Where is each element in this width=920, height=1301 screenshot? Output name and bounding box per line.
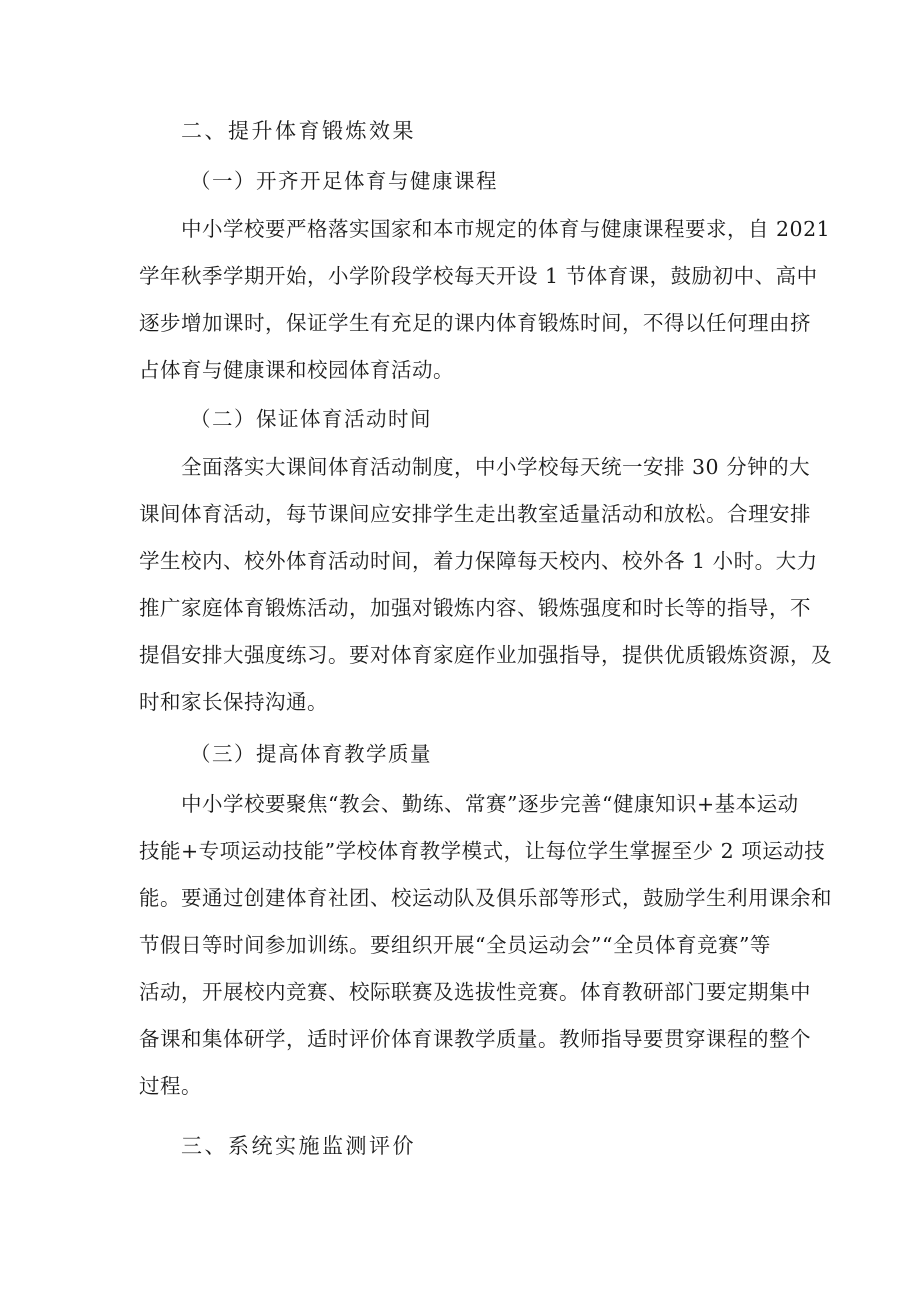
paragraph-line: 占体育与健康课和校园体育活动。 xyxy=(139,358,454,382)
paragraph-line: 提倡安排大强度练习。要对体育家庭作业加强指导，提供优质锻炼资源，及 xyxy=(139,643,832,667)
subsection-heading: （二）保证体育活动时间 xyxy=(190,407,432,431)
paragraph-line: 推广家庭体育锻炼活动，加强对锻炼内容、锻炼强度和时长等的指导，不 xyxy=(139,596,811,620)
paragraph-line: 全面落实大课间体育活动制度，中小学校每天统一安排 30 分钟的大 xyxy=(181,455,811,479)
paragraph-line: 学生校内、校外体育活动时间，着力保障每天校内、校外各 1 小时。大力 xyxy=(139,549,818,573)
paragraph-line: 节假日等时间参加训练。要组织开展“全员运动会”“全员体育竞赛”等 xyxy=(139,933,771,957)
paragraph-line: 活动，开展校内竞赛、校际联赛及选拔性竞赛。体育教研部门要定期集中 xyxy=(139,980,811,1004)
paragraph-line: 学年秋季学期开始，小学阶段学校每天开设 1 节体育课，鼓励初中、高中 xyxy=(139,264,818,288)
subsection-heading: （一）开齐开足体育与健康课程 xyxy=(190,169,498,193)
paragraph-line: 时和家长保持沟通。 xyxy=(139,690,328,714)
paragraph-line: 备课和集体研学，适时评价体育课教学质量。教师指导要贯穿课程的整个 xyxy=(139,1027,811,1051)
section-heading: 二、提升体育锻炼效果 xyxy=(181,119,416,143)
section-heading: 三、系统实施监测评价 xyxy=(181,1134,416,1158)
paragraph-line: 中小学校要严格落实国家和本市规定的体育与健康课程要求，自 2021 xyxy=(181,217,831,241)
paragraph-line: 过程。 xyxy=(139,1074,202,1098)
paragraph-line: 课间体育活动，每节课间应安排学生走出教室适量活动和放松。合理安排 xyxy=(139,502,811,526)
subsection-heading: （三）提高体育教学质量 xyxy=(190,742,432,766)
paragraph-line: 中小学校要聚焦“教会、勤练、常赛”逐步完善“健康知识+基本运动 xyxy=(181,792,799,816)
paragraph-line: 逐步增加课时，保证学生有充足的课内体育锻炼时间，不得以任何理由挤 xyxy=(139,311,811,335)
paragraph-line: 技能+专项运动技能”学校体育教学模式，让每位学生掌握至少 2 项运动技 xyxy=(139,839,826,863)
paragraph-line: 能。要通过创建体育社团、校运动队及俱乐部等形式，鼓励学生利用课余和 xyxy=(139,886,832,910)
